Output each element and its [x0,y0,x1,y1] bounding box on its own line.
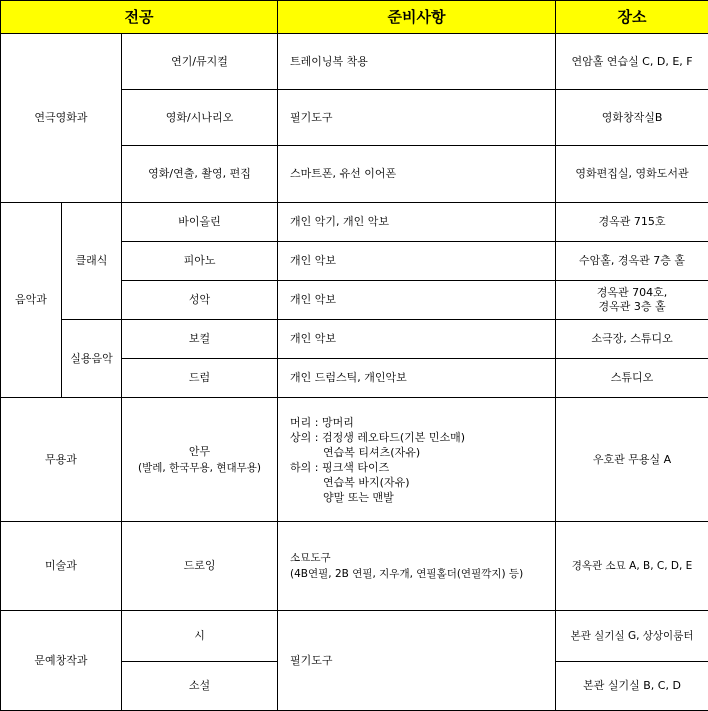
place-cell: 우호관 무용실 A [556,398,708,522]
track-cell: 드럼 [122,359,278,398]
place-line: 경옥관 704호, [596,286,668,299]
prep-cell [278,522,556,611]
place-cell: 영화창작실B [556,90,708,146]
track-cell: 연기/뮤지컬 [122,34,278,90]
track-cell: 영화/연출, 촬영, 편집 [122,146,278,203]
prep-cell: 스마트폰, 유선 이어폰 [278,146,556,203]
header-row [1,1,708,34]
prep-cell: 필기도구 [278,90,556,146]
track-cell: 드로잉 [122,522,278,611]
prep-cell: 개인 악보 [278,320,556,359]
track-cell: 보컬 [122,320,278,359]
track-cell: 바이올린 [122,203,278,242]
dept-dance: 무용과 [1,398,122,522]
prep-line: 연습복 바지(자유) [290,475,410,489]
dept-art: 미술과 [1,522,122,611]
place-cell: 본관 실기실 G, 상상이룸터 [556,611,708,662]
prep-cell: 필기도구 [278,611,556,711]
dept-music: 음악과 [1,203,62,398]
place-cell: 소극장, 스튜디오 [556,320,708,359]
prep-line: 양말 또는 맨발 [290,490,394,504]
table-row [1,522,708,611]
dept-theater: 연극영화과 [1,34,122,203]
track-cell: 성악 [122,281,278,320]
prep-cell: 개인 악보 [278,242,556,281]
subgroup-practical: 실용음악 [62,320,122,398]
track-cell: 피아노 [122,242,278,281]
prep-line: 머리 : 망머리 [290,415,354,429]
table-row [1,34,708,90]
table-row [1,398,708,522]
table-row [1,203,708,242]
track-cell [122,398,278,522]
prep-line: (4B연필, 2B 연필, 지우개, 연필홀더(연필깍지) 등) [290,568,524,580]
header-place: 장소 [556,1,708,34]
place-cell: 본관 실기실 B, C, D [556,662,708,711]
track-cell: 시 [122,611,278,662]
prep-cell: 개인 악기, 개인 악보 [278,203,556,242]
header-prep: 준비사항 [278,1,556,34]
prep-line: 연습복 티셔츠(자유) [290,445,421,459]
place-cell: 수암홀, 경옥관 7층 홀 [556,242,708,281]
place-cell: 경옥관 715호 [556,203,708,242]
place-cell [556,281,708,320]
prep-cell: 개인 드럼스틱, 개인악보 [278,359,556,398]
track-cell: 소설 [122,662,278,711]
place-cell: 스튜디오 [556,359,708,398]
prep-cell: 트레이닝복 착용 [278,34,556,90]
dept-writing: 문예창작과 [1,611,122,711]
prep-cell [278,398,556,522]
place-line: 경옥관 3층 홀 [598,300,666,313]
prep-line: 상의 : 검정생 레오타드(기본 민소매) [290,430,466,444]
table-row [1,320,708,359]
header-major: 전공 [1,1,278,34]
place-cell: 영화편집실, 영화도서관 [556,146,708,203]
track-cell: 영화/시나리오 [122,90,278,146]
place-cell: 연암홀 연습실 C, D, E, F [556,34,708,90]
place-cell: 경옥관 소묘 A, B, C, D, E [556,522,708,611]
table-row [1,611,708,662]
prep-cell: 개인 악보 [278,281,556,320]
prep-line: 소묘도구 [290,552,331,564]
track-line: (발레, 한국무용, 현대무용) [138,461,261,474]
track-line: 안무 [188,444,211,458]
prep-line: 하의 : 핑크색 타이즈 [290,460,390,474]
subgroup-classical: 클래식 [62,203,122,320]
